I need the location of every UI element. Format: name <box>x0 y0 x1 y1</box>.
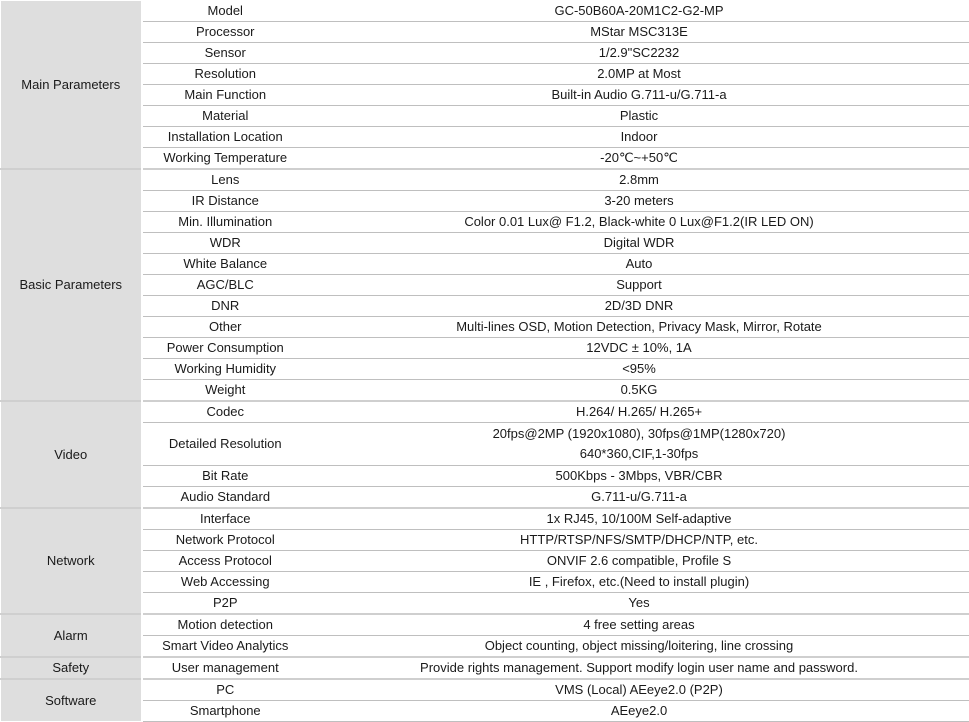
value-cell <box>309 401 969 423</box>
param-cell: Material <box>142 106 309 127</box>
value-cell <box>309 487 969 509</box>
table-row <box>1 1 969 22</box>
value-line: Indoor <box>313 127 965 147</box>
table-row <box>1 701 969 722</box>
value-cell <box>309 423 969 466</box>
table-row <box>1 64 969 85</box>
value-cell <box>309 508 969 530</box>
value-line: 20fps@2MP (1920x1080), 30fps@1MP(1280x720) <box>313 424 965 444</box>
value-cell <box>309 127 969 148</box>
param-cell: Web Accessing <box>142 572 309 593</box>
value-cell <box>309 85 969 106</box>
value-cell <box>309 191 969 212</box>
category-cell: Software <box>1 679 142 722</box>
value-cell <box>309 551 969 572</box>
param-cell: Network Protocol <box>142 530 309 551</box>
value-line: Support <box>313 275 965 295</box>
param-cell: Resolution <box>142 64 309 85</box>
table-row <box>1 423 969 466</box>
value-cell <box>309 254 969 275</box>
value-line: Auto <box>313 254 965 274</box>
value-cell <box>309 657 969 679</box>
category-cell: Main Parameters <box>1 1 142 170</box>
table-row <box>1 169 969 191</box>
param-cell: Processor <box>142 22 309 43</box>
table-row <box>1 191 969 212</box>
table-row <box>1 380 969 402</box>
value-cell <box>309 169 969 191</box>
value-cell <box>309 701 969 722</box>
table-row <box>1 233 969 254</box>
value-line: Digital WDR <box>313 233 965 253</box>
value-line: 4 free setting areas <box>313 615 965 635</box>
value-cell <box>309 148 969 170</box>
table-row <box>1 572 969 593</box>
value-line: Yes <box>313 593 965 613</box>
table-row <box>1 43 969 64</box>
value-line: 2.0MP at Most <box>313 64 965 84</box>
value-cell <box>309 338 969 359</box>
table-row <box>1 317 969 338</box>
table-row <box>1 508 969 530</box>
value-cell <box>309 359 969 380</box>
value-cell <box>309 43 969 64</box>
table-row <box>1 275 969 296</box>
param-cell: Sensor <box>142 43 309 64</box>
param-cell: User management <box>142 657 309 679</box>
value-line: 2D/3D DNR <box>313 296 965 316</box>
param-cell: Min. Illumination <box>142 212 309 233</box>
value-cell <box>309 614 969 636</box>
value-line: 2.8mm <box>313 170 965 190</box>
table-row <box>1 657 969 679</box>
value-cell <box>309 530 969 551</box>
category-cell: Video <box>1 401 142 508</box>
value-line: Color 0.01 Lux@ F1.2, Black-white 0 Lux@F1.2(IR LED ON) <box>313 212 965 232</box>
value-cell <box>309 317 969 338</box>
table-row <box>1 254 969 275</box>
param-cell: Working Temperature <box>142 148 309 170</box>
table-row <box>1 106 969 127</box>
param-cell: DNR <box>142 296 309 317</box>
value-cell <box>309 1 969 22</box>
value-line: Built-in Audio G.711-u/G.711-a <box>313 85 965 105</box>
value-line: Provide rights management. Support modify login user name and password. <box>313 658 965 678</box>
value-cell <box>309 212 969 233</box>
value-cell <box>309 466 969 487</box>
param-cell: P2P <box>142 593 309 615</box>
param-cell: AGC/BLC <box>142 275 309 296</box>
param-cell: Audio Standard <box>142 487 309 509</box>
table-row <box>1 466 969 487</box>
category-cell: Basic Parameters <box>1 169 142 401</box>
value-line: IE , Firefox, etc.(Need to install plugin) <box>313 572 965 592</box>
table-row <box>1 148 969 170</box>
value-cell <box>309 593 969 615</box>
param-cell: Installation Location <box>142 127 309 148</box>
value-line: MStar MSC313E <box>313 22 965 42</box>
value-line: GC-50B60A-20M1C2-G2-MP <box>313 1 965 21</box>
param-cell: Detailed Resolution <box>142 423 309 466</box>
param-cell: Lens <box>142 169 309 191</box>
value-line: H.264/ H.265/ H.265+ <box>313 402 965 422</box>
value-line: G.711-u/G.711-a <box>313 487 965 507</box>
value-cell <box>309 233 969 254</box>
param-cell: Other <box>142 317 309 338</box>
value-cell <box>309 22 969 43</box>
param-cell: Codec <box>142 401 309 423</box>
value-line: 3-20 meters <box>313 191 965 211</box>
param-cell: Model <box>142 1 309 22</box>
value-line: VMS (Local) AEeye2.0 (P2P) <box>313 680 965 700</box>
param-cell: PC <box>142 679 309 701</box>
table-row <box>1 85 969 106</box>
value-line: 640*360,CIF,1-30fps <box>313 444 965 464</box>
param-cell: IR Distance <box>142 191 309 212</box>
table-row <box>1 338 969 359</box>
table-row <box>1 212 969 233</box>
table-row <box>1 593 969 615</box>
value-line: Object counting, object missing/loitering, line crossing <box>313 636 965 656</box>
table-row <box>1 679 969 701</box>
param-cell: Weight <box>142 380 309 402</box>
param-cell: Working Humidity <box>142 359 309 380</box>
value-line: <95% <box>313 359 965 379</box>
param-cell: Bit Rate <box>142 466 309 487</box>
param-cell: Smart Video Analytics <box>142 636 309 658</box>
param-cell: Access Protocol <box>142 551 309 572</box>
table-row <box>1 487 969 509</box>
param-cell: Main Function <box>142 85 309 106</box>
value-line: -20℃~+50℃ <box>313 148 965 168</box>
value-cell <box>309 380 969 402</box>
param-cell: WDR <box>142 233 309 254</box>
value-line: 0.5KG <box>313 380 965 400</box>
param-cell: White Balance <box>142 254 309 275</box>
value-cell <box>309 275 969 296</box>
param-cell: Power Consumption <box>142 338 309 359</box>
value-line: AEeye2.0 <box>313 701 965 721</box>
table-row <box>1 614 969 636</box>
value-line: Multi-lines OSD, Motion Detection, Privacy Mask, Mirror, Rotate <box>313 317 965 337</box>
table-row <box>1 551 969 572</box>
category-cell: Safety <box>1 657 142 679</box>
category-cell: Alarm <box>1 614 142 657</box>
value-line: 500Kbps - 3Mbps, VBR/CBR <box>313 466 965 486</box>
table-row <box>1 296 969 317</box>
spec-table-body <box>1 1 969 722</box>
table-row <box>1 359 969 380</box>
param-cell: Interface <box>142 508 309 530</box>
value-line: ONVIF 2.6 compatible, Profile S <box>313 551 965 571</box>
param-cell: Smartphone <box>142 701 309 722</box>
value-cell <box>309 679 969 701</box>
category-cell: Network <box>1 508 142 614</box>
value-line: Plastic <box>313 106 965 126</box>
value-line: 1x RJ45, 10/100M Self-adaptive <box>313 509 965 529</box>
table-row <box>1 127 969 148</box>
value-line: 1/2.9"SC2232 <box>313 43 965 63</box>
table-row <box>1 530 969 551</box>
value-line: 12VDC ± 10%, 1A <box>313 338 965 358</box>
table-row <box>1 401 969 423</box>
table-row <box>1 636 969 658</box>
value-cell <box>309 296 969 317</box>
table-row <box>1 22 969 43</box>
value-line: HTTP/RTSP/NFS/SMTP/DHCP/NTP, etc. <box>313 530 965 550</box>
param-cell: Motion detection <box>142 614 309 636</box>
value-cell <box>309 572 969 593</box>
value-cell <box>309 64 969 85</box>
value-cell <box>309 106 969 127</box>
value-cell <box>309 636 969 658</box>
